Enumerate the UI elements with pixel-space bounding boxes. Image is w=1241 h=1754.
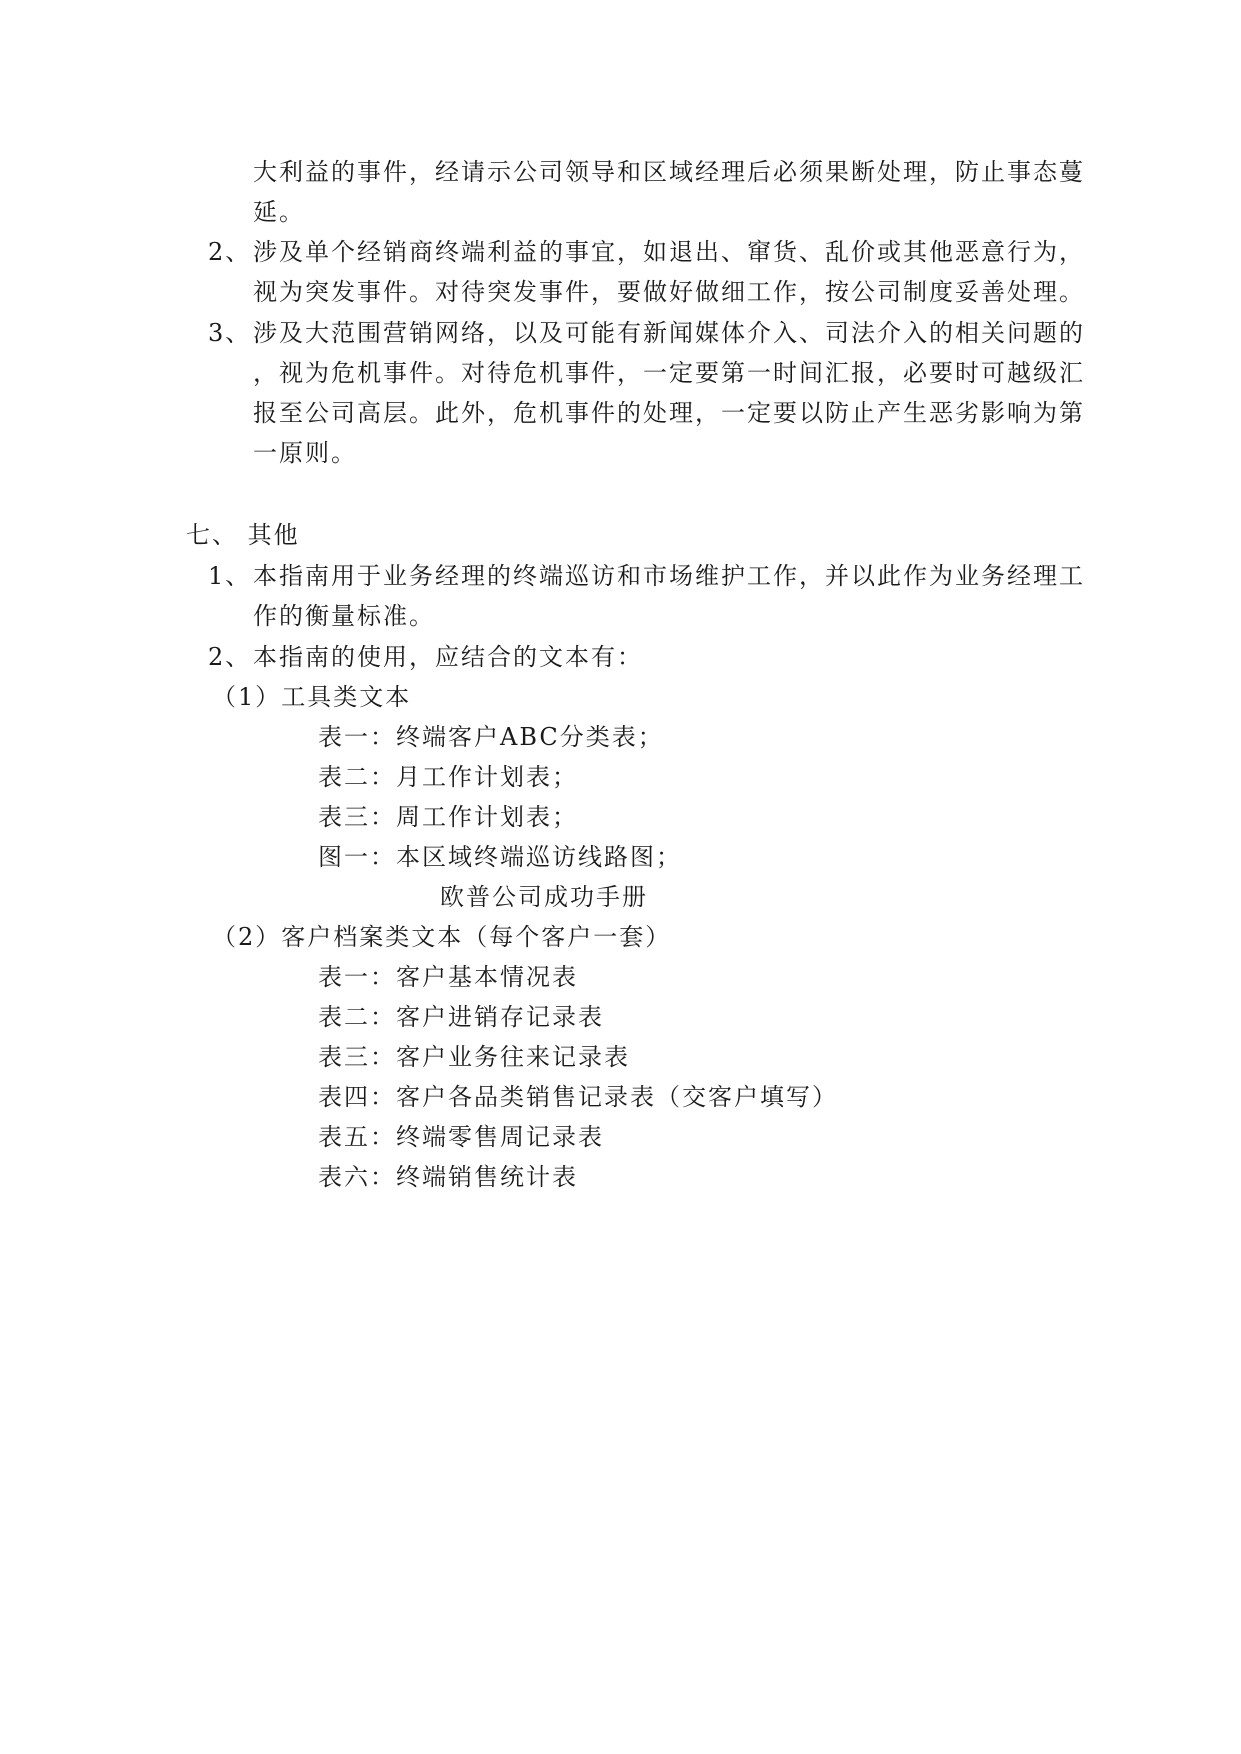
sub2-row-3: 表三：客户业务往来记录表 (318, 1043, 630, 1071)
s7-item1-line2: 作的衡量标准。 (253, 602, 435, 630)
sub1-row-2: 表二：月工作计划表； (318, 763, 578, 791)
item3-line3: 报至公司高层。此外，危机事件的处理，一定要以防止产生恶劣影响为第 (253, 399, 1085, 427)
sub2-row-6: 表六：终端销售统计表 (318, 1163, 578, 1191)
item2-line2: 视为突发事件。对待突发事件，要做好做细工作，按公司制度妥善处理。 (253, 278, 1085, 306)
item1-tail-line1: 大利益的事件，经请示公司领导和区域经理后必须果断处理，防止事态蔓 (253, 158, 1085, 186)
s7-item2-number: 2、 (208, 643, 252, 671)
item3-number: 3、 (208, 319, 252, 347)
s7-item1-number: 1、 (208, 562, 252, 590)
sub2-row-2: 表二：客户进销存记录表 (318, 1003, 604, 1031)
sub1-row-4: 图一：本区域终端巡访线路图； (318, 843, 682, 871)
sub1-row-3: 表三：周工作计划表； (318, 803, 578, 831)
sub2-row-5: 表五：终端零售周记录表 (318, 1123, 604, 1151)
item2-line1: 涉及单个经销商终端利益的事宜，如退出、窜货、乱价或其他恶意行为， (253, 238, 1085, 266)
sub2-heading: （2）客户档案类文本（每个客户一套） (212, 923, 672, 951)
item1-tail-line2: 延。 (253, 198, 305, 226)
sub2-row-1: 表一：客户基本情况表 (318, 963, 578, 991)
item3-line2: ，视为危机事件。对待危机事件，一定要第一时间汇报，必要时可越级汇 (253, 359, 1085, 387)
item3-line1: 涉及大范围营销网络，以及可能有新闻媒体介入、司法介入的相关问题的 (253, 319, 1085, 347)
section-heading-others: 七、 其他 (186, 521, 300, 549)
sub2-row-4: 表四：客户各品类销售记录表（交客户填写） (318, 1083, 838, 1111)
s7-item1-line1: 本指南用于业务经理的终端巡访和市场维护工作，并以此作为业务经理工 (253, 562, 1085, 590)
sub1-row-1: 表一：终端客户ABC分类表； (318, 723, 664, 751)
s7-item2-line1: 本指南的使用，应结合的文本有： (253, 643, 643, 671)
sub1-heading: （1）工具类文本 (212, 683, 412, 711)
item3-line4: 一原则。 (253, 439, 357, 467)
sub1-extra: 欧普公司成功手册 (440, 883, 648, 911)
item2-number: 2、 (208, 238, 252, 266)
